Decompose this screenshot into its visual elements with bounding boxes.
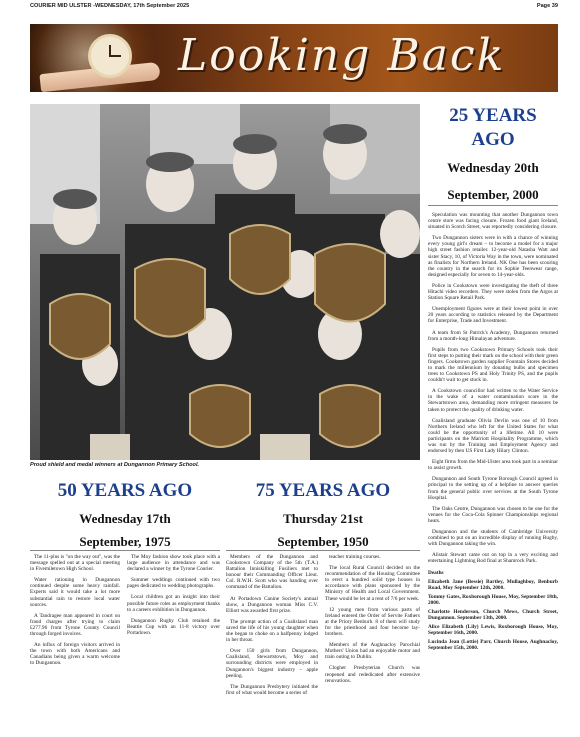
paragraph: At Portadown Canine Society's annual show, a Dungannon woman Miss C.V. Elliott was awarded first prize.	[226, 595, 318, 614]
paragraph: A Tandragee man appeared in court on fraud charges after trying to claim £277.96 from Tyrone County Council through forged invoices.	[30, 612, 120, 638]
paragraph: The local Rural Council decided on the recommendation of the Housing Committee to erect a hundred solid type houses in accordance with plans sponsored by the Ministry of Health and Local Government. These would be let at a rent of 7/6 per week.	[325, 565, 420, 602]
section-75-rule	[226, 550, 420, 551]
paragraph: teacher training courses.	[329, 554, 381, 560]
paragraph: Local children got an insight into their possible future roles as employment thanks to a careers exhibition in Dungannon.	[127, 594, 220, 613]
paragraph: Over 150 girls from Dungannon, Coalisland, Stewartstown, Moy and surrounding districts were employed in Dungannon's biggest industry – apple peeling.	[226, 648, 318, 679]
paragraph: Clogher Presbyterian Church was reopened and rededicated after extensive renovations.	[325, 665, 420, 684]
section-75-day: Thursday 21st	[283, 511, 363, 526]
death-notice: Tommy Gates, Roxborough House, Moy, September 18th, 2000.	[428, 593, 558, 606]
paragraph: Unemployment figures were at their lowest point in over 20 years according to statistics released by the Department for Enterprise, Trade and Investment.	[428, 306, 558, 325]
death-notice: Lucinda Jean (Lottie) Parr, Church House, Aughnacloy, September 15th, 2000.	[428, 639, 558, 652]
section-25-rule	[428, 205, 558, 206]
paragraph: Water rationing in Dungannon continued despite some heavy rainfall. Experts said it would take a lot more substantial rain to restore local water sources.	[30, 577, 120, 608]
paragraph: The Oaks Centre, Dungannon was chosen to be one for the venues for the Coca-Cola Spinner Championships regional heats.	[428, 505, 558, 524]
section-75-headline: 75 YEARS AGO	[255, 480, 391, 501]
school-photo	[30, 104, 420, 460]
deaths-title: Deaths	[428, 569, 444, 576]
section-75-col2	[325, 554, 420, 689]
section-25-day: Wednesday 20th	[447, 160, 539, 175]
paragraph: The 11-plus is "on the way out", was the message spelled out at a special meeting in Fivemiletown High School.	[30, 554, 120, 573]
section-75-date: September, 1950	[277, 534, 369, 549]
paragraph: Dungannon Rugby Club retained the Beattie Cup with an 11-8 victory over Portadown.	[127, 617, 220, 636]
paragraph: A Cookstown councillor had written to the Water Service in the wake of a water contamination scare in the Stewartstown area, demanding more stringent measures be taken to protect the quality of drinking water.	[428, 388, 558, 413]
page-header	[30, 2, 558, 12]
paragraph: Speculation was mounting that another Dungannon town centre store was facing closure. Frozen food giant Iceland, situated in Scotch Street, was reportedly considering closure.	[428, 212, 558, 231]
section-25-date: September, 2000	[447, 187, 539, 202]
section-50-col2	[127, 554, 220, 641]
paragraph: Dungannon and the students of Cambridge University combined to put on an incredible display of running Rugby, with Dungannon taking the win.	[428, 529, 558, 548]
looking-back-banner	[30, 24, 558, 92]
banner-title: Looking Back	[178, 30, 506, 81]
newspaper-dateline: COURIER MID ULSTER -WEDNESDAY, 17th September 2025	[30, 3, 190, 9]
section-25-headline	[428, 104, 558, 152]
paragraph: The Dungannon Presbytery initiated the first of what would become a series of	[226, 683, 318, 696]
paragraph: 12 young men from various parts of Ireland entered the Order of Servite Fathers at the Priory Benburb. 8 of them will study for the priesthood and four become lay-brothers.	[325, 606, 420, 638]
paragraph: Two Dungannon sisters were in with a chance of winning every young girl's dream – to become a model for a major high street fashion retailer. 12-year-old Natasha Watt and sister Stacy, 10, of Victoria Way in the town, were nominated as finalists for Northern Ireland. NK One has been scouring the country in the search for its Sophie Teenwear range, designed especially for seven to 14-year-olds.	[428, 235, 558, 278]
death-notice: Elizabeth Jane (Bessie) Bartley, Mullaghboy, Benburb Road, Moy September 12th, 2000.	[428, 578, 558, 591]
section-50-headline: 50 YEARS AGO	[57, 480, 193, 501]
paragraph: Members of the Aughnacloy Parochial Mothers' Union had an enjoyable motor and train outing to Dublin.	[325, 642, 420, 661]
paragraph: Alistair Stewart came out on top in a very exciting and entertaining Lightning Rod final at Shamrock Park.	[428, 552, 558, 565]
paragraph: Coalisland graduate Olivia Devlin was one of 10 from Northern Ireland who left for the United States for what could be the opportunity of a lifetime. All 10 were participants on the Marriott Hospitality Programme, which was run by the Training and Employment Agency and endorsed by then US First Lady Hilary Clinton.	[428, 417, 558, 455]
photo-caption: Proud shield and medal winners at Dungannon Primary School.	[30, 462, 200, 468]
paragraph: A team from St Patrick's Academy, Dungannon returned from a month-long Himalayan adventure.	[428, 329, 558, 342]
paragraph: Dungannon and South Tyrone Borough Council agreed in principal to the setting up of a helpline to answer queries from the general public over services at the South Tyrone Hospital.	[428, 476, 558, 501]
deaths-list	[428, 570, 558, 652]
paragraph: Eight firms from the Mid-Ulster area took part in a seminar to assist growth.	[428, 459, 558, 472]
section-50-rule	[30, 550, 220, 551]
paragraph: Police in Cookstown were investigating the theft of three Hitachi video recorders. They were stolen from the Argos at Station Square Retail Park.	[428, 282, 558, 302]
page-number: Page 39	[536, 3, 558, 9]
section-25-headline-text: 25 YEARS AGO	[449, 105, 537, 150]
section-50-date: September, 1975	[79, 534, 171, 549]
death-notice: Alice Elizabeth (Lily) Lewis, Roxborough House, Moy, September 16th, 2000.	[428, 624, 558, 637]
paragraph: Members of the Dungannon and Cookstown Company of the 5th (T.A.) Battalion Inniskilling Fusiliers met to honour their Commanding Officer Lieut. Col. R.W.H. Scott who was handing over command of the Battalion.	[226, 554, 318, 591]
section-25-column	[428, 212, 558, 655]
paragraph: The prompt action of a Coalisland man saved the life of his young daughter when she began to choke on a halfpenny lodged in her throat.	[226, 618, 318, 644]
section-75-col1	[226, 554, 318, 701]
section-50-day: Wednesday 17th	[79, 511, 171, 526]
paragraph: Pupils from two Cookstown Primary Schools took their first steps to putting their mark on the school with their green fingers. Cookstown garden supplier Fountain Stores decided to mark the millennium by donating bulbs and specimen trees to Cookstown PS and Holy Trinity PS, and the pupils couldn't wait to get stuck in.	[428, 346, 558, 384]
paragraph: The Moy fashion show took place with a large audience in attendance and was declared a winner by the Tyrone Courier.	[127, 554, 220, 573]
section-50-col1	[30, 554, 120, 672]
paragraph: An influx of foreign visitors arrived in the town with both Americans and Canadians being given a warm welcome to Dungannon.	[30, 642, 120, 667]
clock-icon	[88, 34, 132, 78]
paragraph: Summer weddings continued with two pages dedicated to wedding photographs.	[127, 577, 220, 590]
death-notice: Charlotte Henderson, Church Mews, Church Street, Dungannon. September 13th, 2000.	[428, 608, 558, 622]
